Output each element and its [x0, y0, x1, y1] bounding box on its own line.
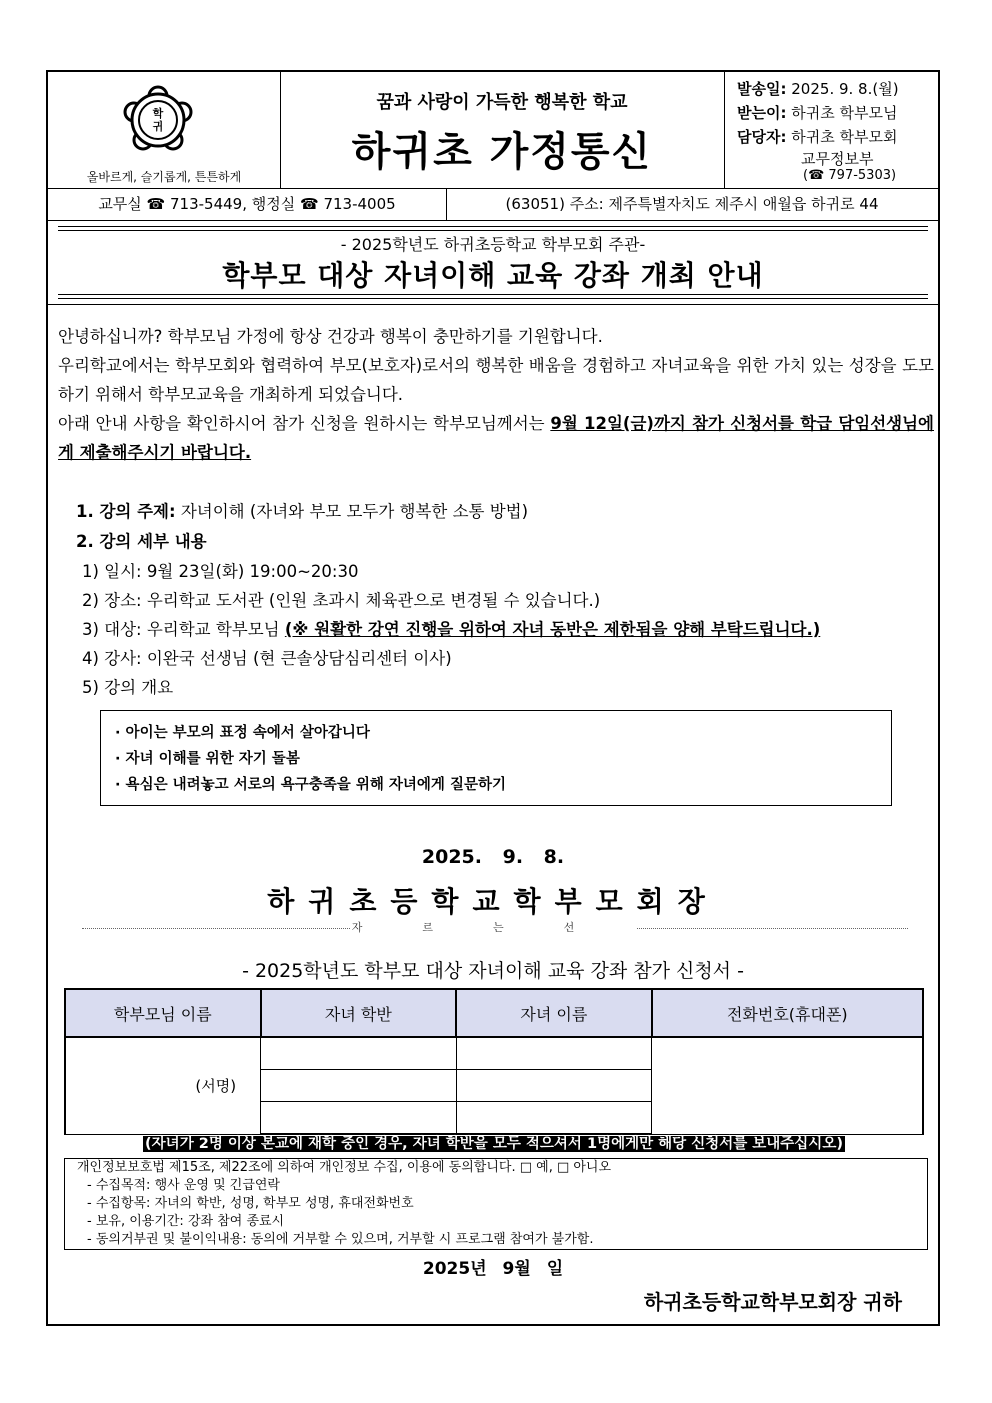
child-name-field-3[interactable] [456, 1102, 652, 1135]
detail-label: 2. 강의 세부 내용 [76, 532, 207, 551]
child-class-field-3[interactable] [261, 1102, 457, 1135]
title-box [48, 220, 938, 305]
manager-phone: (☎ 797-5303) [803, 168, 897, 183]
top-double-rule [58, 226, 928, 231]
sibling-note: (자녀가 2명 이상 본교에 재학 중인 경우, 자녀 학반을 모두 적으셔서 1명에게만 해당 신청서를 보내주십시오) [145, 1136, 843, 1152]
title-cell [280, 72, 724, 188]
consent-refusal: - 동의거부권 및 불이익내용: 동의에 거부할 수 있으며, 거부할 시 프로그램 참여가 불가함. [87, 1232, 594, 1247]
intro-request [58, 409, 934, 467]
target-emphasis: (※ 원활한 강연 진행을 위하여 자녀 동반은 제한됨을 양해 부탁드립니다.) [284, 620, 821, 639]
overview-point: · 아이는 부모의 표정 속에서 살아갑니다 [115, 725, 370, 741]
deadline-emphasis: 9월 12일(금)까지 참가 신청서를 학급 담임선생님에게 제출해주시기 바랍니다. [58, 414, 934, 462]
sent-date-label: 발송일: [737, 80, 787, 98]
consent-statement[interactable]: 개인정보보호법 제15조, 제22조에 의하여 개인정보 수집, 이용에 동의합니다. □ 예, □ 아니오 [77, 1160, 612, 1175]
manager-label: 담당자: [737, 128, 787, 146]
header-parent-name: 학부모님 이름 [65, 989, 261, 1037]
newsletter-title: 하귀초 가정통신 [351, 129, 653, 175]
bottom-double-rule [58, 294, 928, 299]
detail-overview-label: 5) 강의 개요 [82, 678, 174, 697]
topic-label: 1. 강의 주제: [76, 502, 176, 521]
intro-text [58, 322, 934, 467]
school-motto: 올바르게, 슬기롭게, 튼튼하게 [86, 170, 242, 184]
child-name-field-2[interactable] [456, 1070, 652, 1102]
sign-label: (서명) [195, 1077, 237, 1096]
school-slogan: 꿈과 사랑이 가득한 행복한 학교 [376, 92, 628, 113]
contact-row [48, 188, 938, 221]
sent-date: 2025. 9. 8.(월) [791, 80, 899, 98]
detail-lecturer: 4) 강사: 이완국 선생님 (현 큰솔상담심리센터 이사) [82, 649, 452, 668]
newsletter-sheet [46, 70, 940, 1326]
detail-venue: 2) 장소: 우리학교 도서관 (인원 초과시 체육관으로 변경될 수 있습니다.) [82, 591, 601, 610]
recipient-label: 받는이: [737, 104, 787, 122]
svg-text:학: 학 [152, 107, 164, 120]
addressee: 하귀초등학교학부모회장 귀하 [643, 1290, 902, 1314]
privacy-consent-box [64, 1158, 928, 1250]
intro-request-text: 아래 안내 사항을 확인하시어 참가 신청을 원하시는 학부모님께서는 [58, 414, 551, 433]
office-phones: 교무실 ☎ 713-5449, 행정실 ☎ 713-4005 [48, 188, 447, 220]
consent-retention: - 보유, 이용기간: 강좌 참여 종료시 [87, 1214, 285, 1229]
main-title: 학부모 대상 자녀이해 교육 강좌 개최 안내 [222, 259, 764, 292]
logo-cell [48, 72, 281, 188]
child-class-field-1[interactable] [261, 1037, 457, 1070]
detail-datetime: 1) 일시: 9월 23일(화) 19:00~20:30 [82, 562, 359, 581]
overview-point: · 욕심은 내려놓고 서로의 욕구충족을 위해 자녀에게 질문하기 [115, 777, 507, 793]
recipient: 하귀초 학부모님 [791, 104, 898, 122]
child-class-field-2[interactable] [261, 1070, 457, 1102]
child-name-field-1[interactable] [456, 1037, 652, 1070]
school-emblem-icon [122, 84, 194, 156]
overview-box [100, 710, 892, 806]
intro-greeting: 안녕하십니까? 학부모님 가정에 항상 건강과 행복이 충만하기를 기원합니다. [58, 327, 603, 346]
detail-target: 3) 대상: 우리학교 학부모님 [82, 620, 285, 639]
overview-point: · 자녀 이해를 위한 자기 돌봄 [115, 751, 300, 767]
header-child-class: 자녀 학반 [261, 989, 457, 1037]
cut-line-label: 자르는선 [351, 921, 635, 934]
topic-value: 자녀이해 (자녀와 부모 모두가 행복한 소통 방법) [175, 502, 529, 521]
header [48, 72, 938, 189]
header-phone: 전화번호(휴대폰) [652, 989, 923, 1037]
header-child-name: 자녀 이름 [456, 989, 652, 1037]
parent-name-field[interactable] [65, 1037, 261, 1134]
host-line: - 2025학년도 하귀초등학교 학부모회 주관- [340, 235, 646, 254]
application-form-table [64, 988, 924, 1135]
notice-date: 2025. 9. 8. [421, 846, 565, 868]
intro-purpose: 우리학교에서는 학부모회와 협력하여 부모(보호자)로서의 행복한 배움을 경험하고 자녀교육을 위한 가치 있는 성장을 도모하기 위해서 학부모교육을 개최하게 되었습니다. [58, 356, 934, 404]
chair-signature: 하귀초등학교학부모회장 [267, 885, 719, 918]
signature-date: 2025년 9월 일 [422, 1259, 564, 1279]
info-cell [724, 72, 939, 188]
manager-line1: 하귀초 학부모회 [791, 128, 898, 146]
form-title: - 2025학년도 학부모 대상 자녀이해 교육 강좌 참가 신청서 - [242, 960, 744, 982]
phone-field[interactable] [652, 1037, 923, 1134]
school-address: (63051) 주소: 제주특별자치도 제주시 애월읍 하귀로 44 [505, 195, 879, 213]
manager-line2: 교무정보부 [801, 150, 874, 168]
svg-text:귀: 귀 [152, 120, 164, 133]
consent-purpose: - 수집목적: 행사 운영 및 긴급연락 [87, 1178, 280, 1193]
consent-items: - 수집항목: 자녀의 학반, 성명, 학부모 성명, 휴대전화번호 [87, 1196, 414, 1211]
